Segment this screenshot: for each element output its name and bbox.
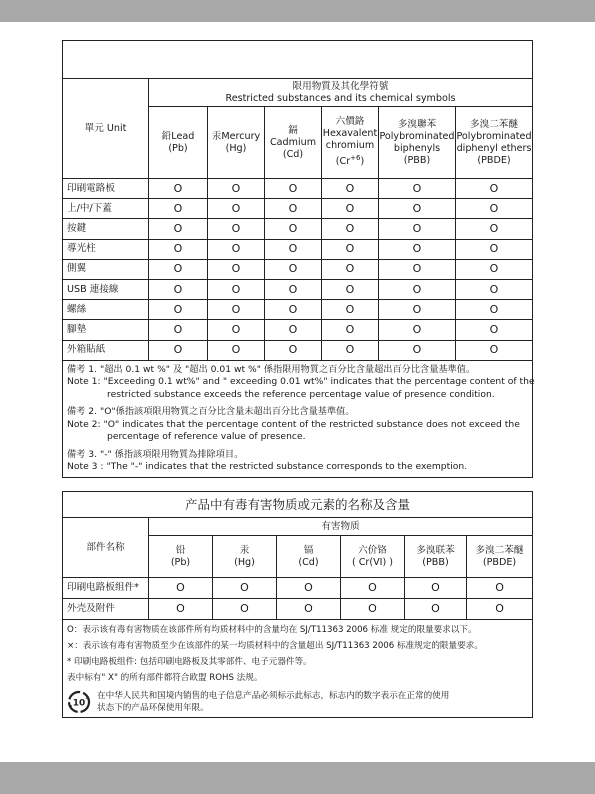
column-header-line: 汞 (239, 544, 250, 556)
note-1-zh: 備考 1. "超出 0.1 wt %" 及 "超出 0.01 wt %" 係指限用物質之百分比含量超出百分比含量基準值。 (67, 363, 476, 375)
column-header-line: (Hg) (225, 142, 247, 154)
compliance-mark: O (265, 300, 322, 320)
table-row (63, 340, 533, 360)
compliance-mark: O (456, 239, 533, 259)
compliance-mark: O (208, 279, 265, 299)
row-label: USB 連接線 (63, 279, 149, 299)
note-1-en-cont: restricted substance exceeds the reference percentage value of presence condition. (107, 388, 495, 400)
substances-header (149, 79, 533, 107)
compliance-mark: O (265, 239, 322, 259)
legend-rohs: 表中标有" X" 的所有部件都符合欧盟 ROHS 法规。 (67, 673, 263, 683)
compliance-mark: O (467, 578, 533, 599)
logo-number: 10 (72, 698, 86, 709)
document-page (0, 22, 595, 762)
compliance-mark: O (379, 320, 456, 340)
recycle-10-icon (67, 690, 91, 714)
table-title: 产品中有毒有害物质或元素的名称及含量 (63, 492, 533, 518)
column-header (341, 536, 405, 578)
compliance-mark: O (265, 259, 322, 279)
compliance-mark: O (322, 199, 379, 219)
table-row (63, 199, 533, 219)
compliance-mark: O (341, 599, 405, 620)
row-label: 側翼 (63, 259, 149, 279)
compliance-mark: O (149, 340, 208, 360)
column-header-line: biphenyls (393, 142, 441, 154)
table-row (63, 279, 533, 299)
compliance-mark: O (379, 239, 456, 259)
restricted-substances-table (62, 40, 533, 478)
compliance-mark: O (456, 320, 533, 340)
column-header-line: (PBDE) (482, 556, 517, 568)
column-header-line: (Cd) (282, 148, 304, 160)
compliance-mark: O (149, 320, 208, 340)
column-header-line: 鎘 (288, 124, 298, 136)
column-header (456, 107, 533, 179)
compliance-mark: O (456, 259, 533, 279)
column-header-line: 多溴联苯 (416, 544, 455, 556)
compliance-mark: O (322, 239, 379, 259)
compliance-mark: O (149, 300, 208, 320)
compliance-mark: O (379, 219, 456, 239)
compliance-mark: O (208, 300, 265, 320)
row-label: 印刷电路板组件* (63, 578, 149, 599)
compliance-mark: O (341, 578, 405, 599)
part-name-header: 部件名称 (63, 518, 149, 578)
compliance-mark: O (149, 578, 213, 599)
legend-o: O：表示该有毒有害物质在该部件所有均质材料中的含量均在 SJ/T11363 2006 标准 规定的限量要求以下。 (67, 625, 477, 635)
column-header-line: Polybrominated (456, 130, 532, 142)
compliance-mark: O (456, 179, 533, 199)
compliance-mark: O (405, 599, 467, 620)
hazardous-group-header: 有害物质 (149, 518, 533, 536)
row-label: 腳墊 (63, 320, 149, 340)
unit-header: 單元 Unit (63, 79, 149, 179)
note-1-en: Note 1: "Exceeding 0.1 wt%" and " exceeding 0.01 wt%" indicates that the percentage content of the (67, 376, 535, 388)
compliance-mark: O (208, 320, 265, 340)
compliance-mark: O (322, 259, 379, 279)
column-header (213, 536, 277, 578)
column-header (467, 536, 533, 578)
row-label: 外壳及附件 (63, 599, 149, 620)
row-label: 螺絲 (63, 300, 149, 320)
compliance-mark: O (277, 599, 341, 620)
formula-superscript: +6 (350, 154, 361, 163)
column-header-line: ( Cr(VI) ) (351, 556, 394, 568)
column-header-line: 汞Mercury (211, 130, 261, 142)
table-row (63, 599, 533, 620)
row-label: 上/中/下蓋 (63, 199, 149, 219)
compliance-mark: O (208, 199, 265, 219)
logo-text-line-1: 在中华人民共和国境内销售的电子信息产品必须标示此标志，标志内的数字表示在正常的使用 (97, 691, 450, 701)
column-header-line: chromium (325, 140, 375, 152)
column-header (322, 107, 379, 179)
column-header-line: (Hg) (234, 556, 255, 568)
table-row (63, 179, 533, 199)
note-2-zh: 備考 2. "O"係指該項限用物質之百分比含量未超出百分比含量基準值。 (67, 406, 355, 418)
column-header-line: 多溴二苯醚 (475, 544, 524, 556)
column-header-line: (PBB) (403, 154, 431, 166)
compliance-mark: O (149, 599, 213, 620)
table-top-blank (63, 41, 533, 79)
compliance-mark: O (149, 279, 208, 299)
compliance-mark: O (265, 320, 322, 340)
column-header-formula (322, 152, 378, 168)
compliance-mark: O (467, 599, 533, 620)
compliance-mark: O (208, 239, 265, 259)
legend-x: ×：表示该有毒有害物质至少在该部件的某一均质材料中的含量超出 SJ/T11363 2006 标准规定的限量要求。 (67, 641, 483, 651)
compliance-mark: O (265, 219, 322, 239)
compliance-mark: O (265, 179, 322, 199)
compliance-mark: O (456, 300, 533, 320)
column-header-line: (Pb) (170, 556, 191, 568)
column-header-line: 六价铬 (358, 544, 387, 556)
compliance-mark: O (322, 340, 379, 360)
column-header-line: 铅 (175, 544, 186, 556)
substances-header-zh: 限用物質及其化學符號 (292, 80, 389, 92)
table-row (63, 320, 533, 340)
compliance-mark: O (149, 259, 208, 279)
note-3-en: Note 3 : "The "-" indicates that the restricted substance corresponds to the exemption. (67, 461, 468, 473)
column-header-line: 多溴聯苯 (397, 118, 437, 130)
compliance-mark: O (208, 340, 265, 360)
epup-logo-row (67, 690, 528, 714)
compliance-mark: O (322, 179, 379, 199)
compliance-mark: O (265, 340, 322, 360)
note-3-zh: 備考 3. "-" 係指該項限用物質為排除項目。 (67, 448, 244, 460)
column-header-line: (Cd) (298, 556, 319, 568)
compliance-mark: O (213, 578, 277, 599)
compliance-mark: O (379, 259, 456, 279)
logo-text-line-2: 状态下的产品环保使用年限。 (97, 703, 209, 713)
compliance-mark: O (379, 179, 456, 199)
table-row (63, 259, 533, 279)
compliance-mark: O (149, 199, 208, 219)
row-label: 導光柱 (63, 239, 149, 259)
column-header (405, 536, 467, 578)
formula-base: (Cr (335, 156, 351, 168)
row-label: 印刷電路板 (63, 179, 149, 199)
compliance-mark: O (265, 279, 322, 299)
compliance-mark: O (208, 219, 265, 239)
note-2-en: Note 2: "O" indicates that the percentage content of the restricted substance does not exceed the (67, 418, 520, 430)
compliance-mark: O (213, 599, 277, 620)
column-header-line: diphenyl ethers (456, 142, 532, 154)
table-row (63, 219, 533, 239)
table-row (63, 239, 533, 259)
compliance-mark: O (456, 340, 533, 360)
compliance-mark: O (208, 259, 265, 279)
notes-section (63, 360, 533, 477)
note-2-en-cont: percentage of reference value of presence. (107, 431, 306, 443)
column-header (265, 107, 322, 179)
compliance-mark: O (379, 199, 456, 219)
table-row (63, 300, 533, 320)
column-header-line: 六價鉻 (335, 116, 365, 128)
compliance-mark: O (149, 179, 208, 199)
compliance-mark: O (456, 279, 533, 299)
compliance-mark: O (379, 300, 456, 320)
column-header-line: (PBB) (422, 556, 449, 568)
compliance-mark: O (208, 179, 265, 199)
hazardous-substances-table (62, 491, 533, 718)
column-header (149, 536, 213, 578)
row-label: 外箱貼紙 (63, 340, 149, 360)
formula-end: ) (360, 156, 365, 168)
compliance-mark: O (379, 279, 456, 299)
compliance-mark: O (149, 239, 208, 259)
column-header-line: (PBDE) (477, 154, 511, 166)
table-row (63, 578, 533, 599)
column-header-line: 多溴二苯醚 (470, 118, 518, 130)
column-header (277, 536, 341, 578)
legend-section (63, 620, 533, 718)
column-header-line: 镉 (303, 544, 314, 556)
column-header (379, 107, 456, 179)
column-header-line: (Pb) (168, 142, 188, 154)
legend-pcb: * 印刷电路板组件: 包括印刷电路板及其零部件、电子元器件等。 (67, 657, 312, 667)
compliance-mark: O (265, 199, 322, 219)
row-label: 按鍵 (63, 219, 149, 239)
compliance-mark: O (322, 279, 379, 299)
compliance-mark: O (405, 578, 467, 599)
compliance-mark: O (322, 300, 379, 320)
compliance-mark: O (149, 219, 208, 239)
substances-header-en: Restricted substances and its chemical symbols (225, 92, 456, 104)
column-header-line: Cadmium (269, 136, 317, 148)
compliance-mark: O (277, 578, 341, 599)
column-header-line: 鉛Lead (161, 130, 195, 142)
compliance-mark: O (379, 340, 456, 360)
column-header-line: Hexavalent (322, 128, 378, 140)
compliance-mark: O (456, 199, 533, 219)
compliance-mark: O (322, 219, 379, 239)
compliance-mark: O (456, 219, 533, 239)
column-header-line: Polybrominated (379, 130, 455, 142)
compliance-mark: O (322, 320, 379, 340)
column-header (149, 107, 208, 179)
column-header (208, 107, 265, 179)
